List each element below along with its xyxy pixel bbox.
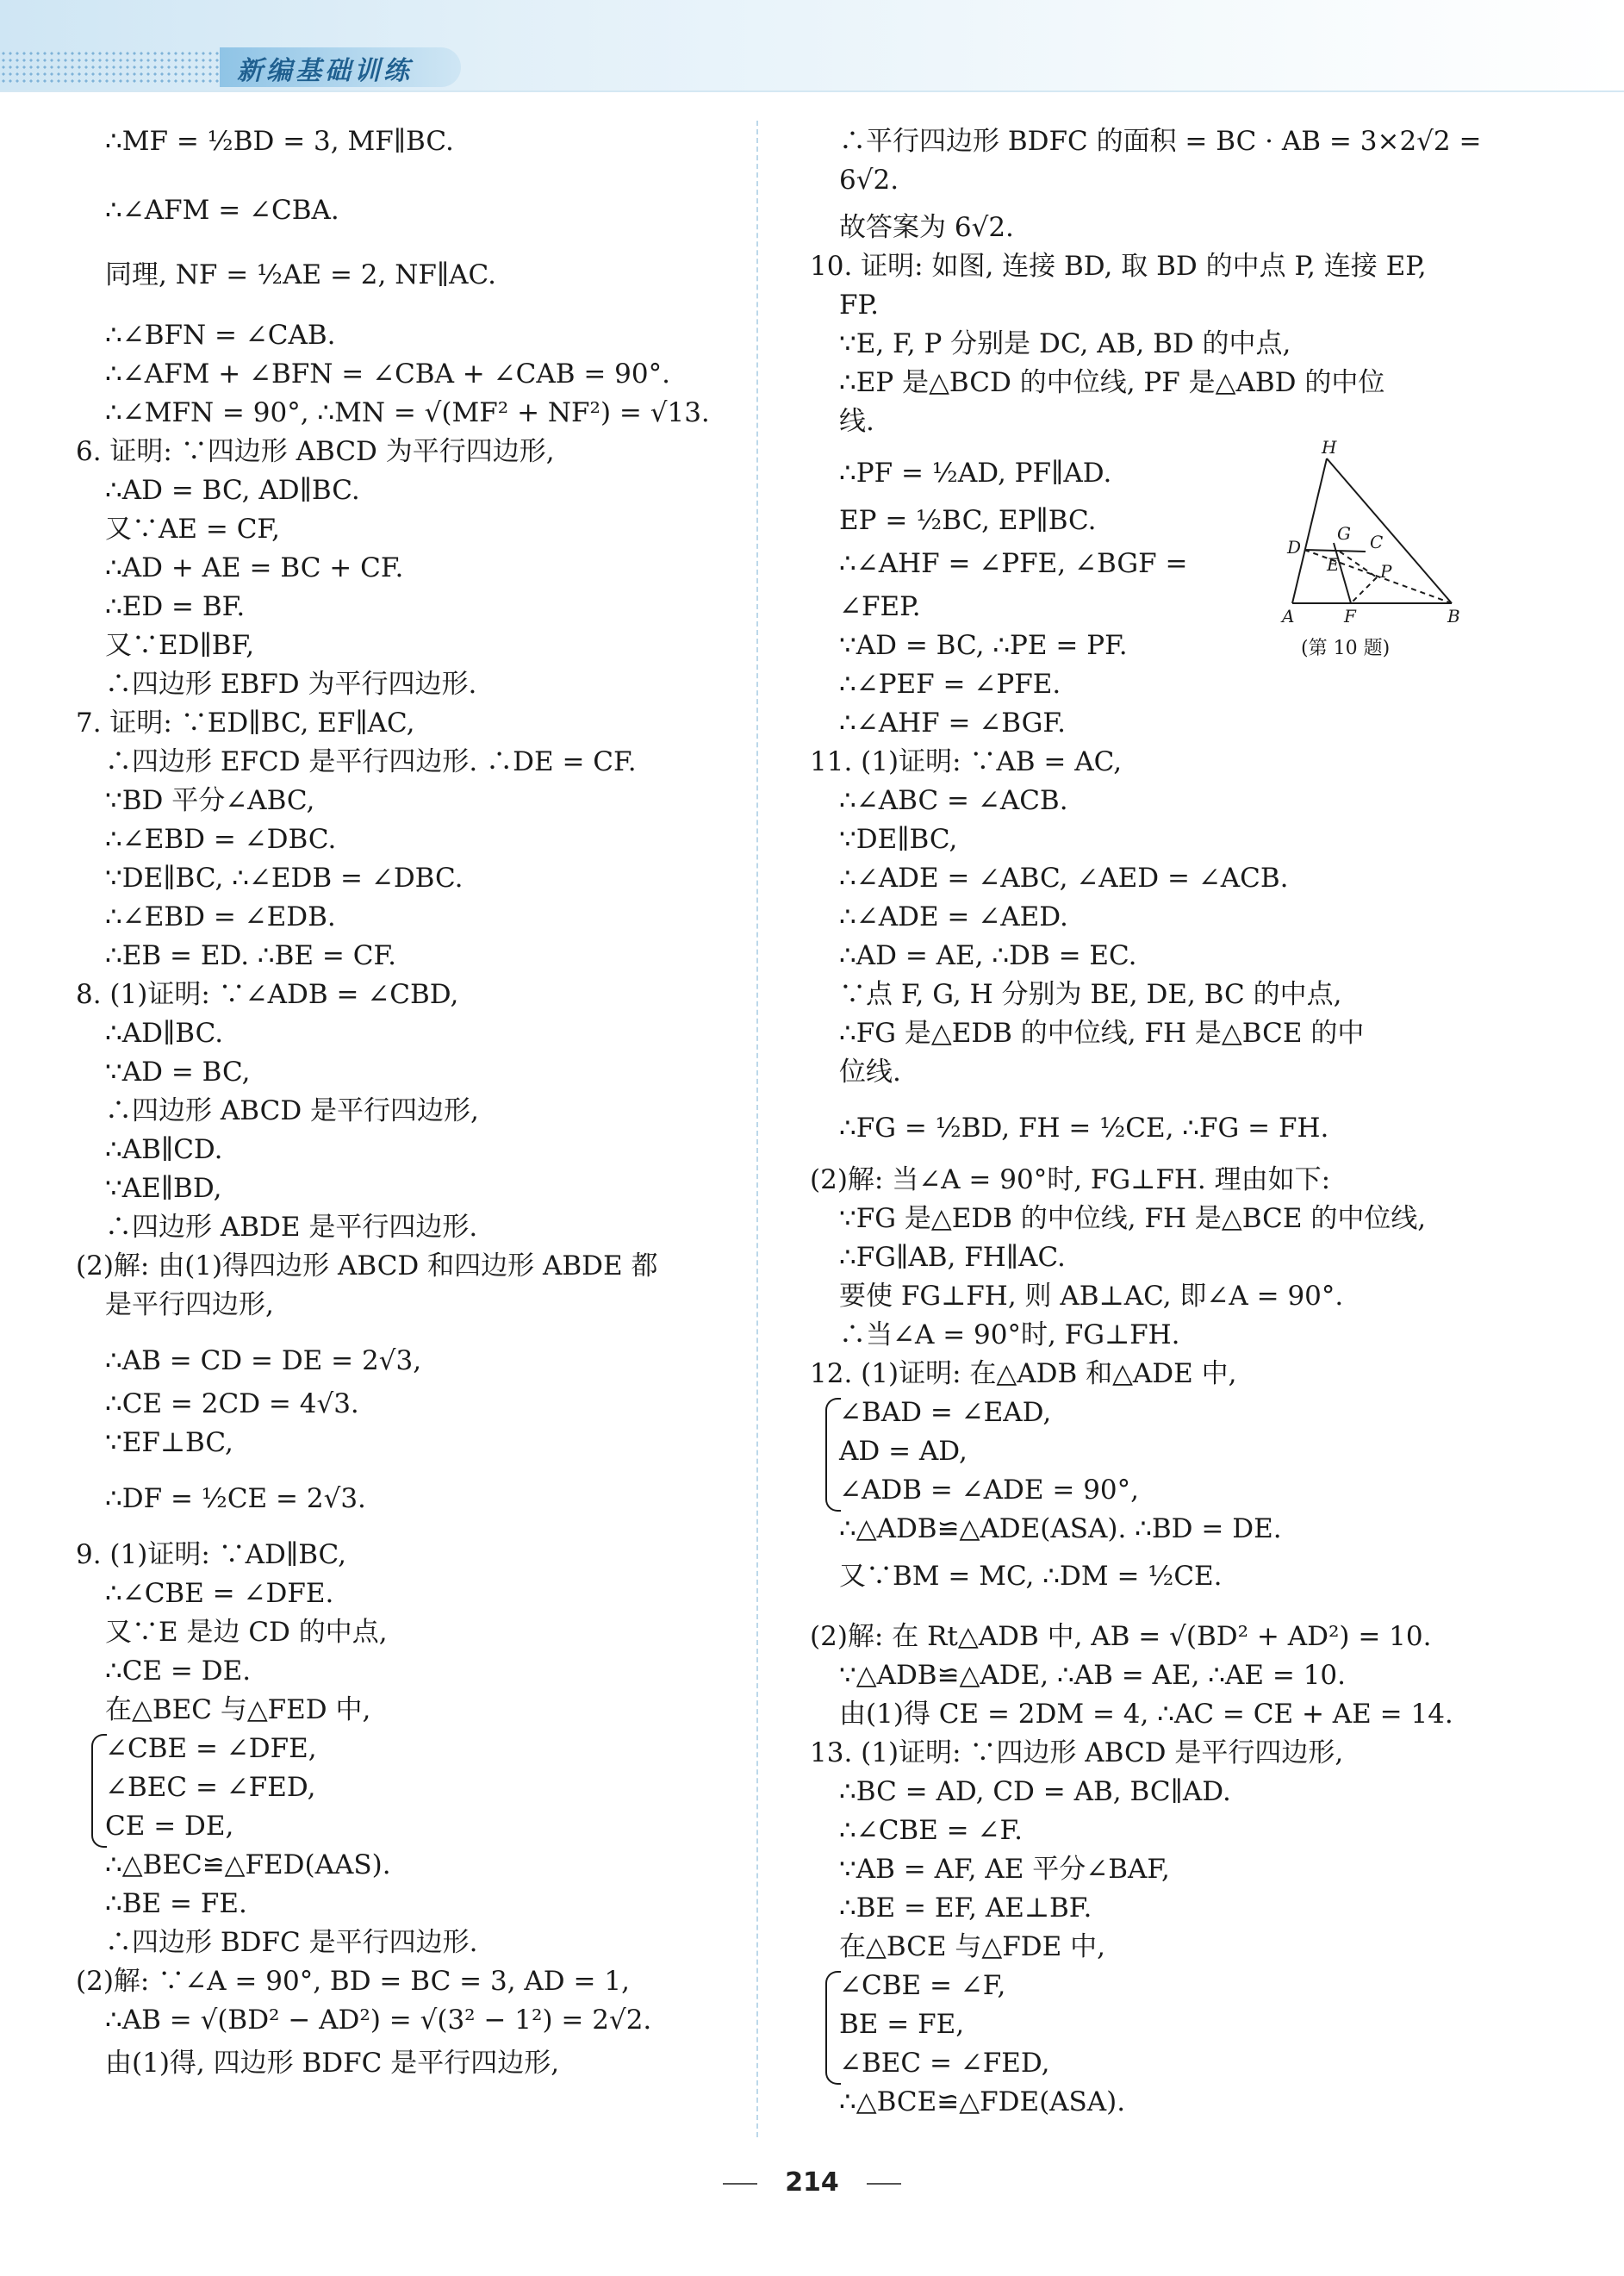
left-line-1: ∴MF = ½BD = 3, MF∥BC.	[105, 126, 454, 157]
right-line-14: ∴∠PEF = ∠PFE.	[839, 669, 1061, 700]
left-line-6: ∴∠MFN = 90°, ∴MN = √(MF² + NF²) = √13.	[105, 397, 710, 428]
right-line-17: ∴∠ABC = ∠ACB.	[839, 785, 1068, 816]
right-line-3: 故答案为 6√2.	[839, 212, 1014, 243]
left-line-36: 又∵E 是边 CD 的中点,	[105, 1617, 388, 1648]
left-line-30: ∴AB = CD = DE = 2√3,	[105, 1345, 422, 1376]
page-header	[0, 0, 1624, 92]
right-line-4: 10. 证明: 如图, 连接 BD, 取 BD 的中点 P, 连接 EP,	[810, 251, 1427, 282]
left-line-32: ∵EF⊥BC,	[105, 1427, 233, 1458]
header-title: 新编基础训练	[237, 56, 413, 86]
right-line-39: 由(1)得 CE = 2DM = 4, ∴AC = CE + AE = 14.	[839, 1699, 1453, 1730]
left-line-3: 同理, NF = ½AE = 2, NF∥AC.	[105, 259, 497, 290]
right-line-44: ∴BE = EF, AE⊥BF.	[839, 1893, 1092, 1924]
page-number: 214	[785, 2167, 839, 2198]
label-e: E	[1327, 554, 1340, 575]
right-line-40: 13. (1)证明: ∵四边形 ABCD 是平行四边形,	[810, 1737, 1344, 1768]
right-line-7: ∴EP 是△BCD 的中位线, PF 是△ABD 的中位	[839, 367, 1385, 398]
footer-dash-left	[723, 2183, 757, 2185]
right-line-9: ∴PF = ½AD, PF∥AD.	[839, 458, 1112, 489]
left-line-11: ∴ED = BF.	[105, 591, 246, 622]
right-line-15: ∴∠AHF = ∠BGF.	[839, 708, 1066, 739]
left-line-14: 7. 证明: ∵ED∥BC, EF∥AC,	[76, 708, 415, 739]
left-line-29: 是平行四边形,	[105, 1289, 274, 1320]
right-line-23: ∴FG 是△EDB 的中位线, FH 是△BCE 的中	[839, 1018, 1365, 1049]
right-line-13: ∵AD = BC, ∴PE = PF.	[839, 630, 1128, 661]
right-line-20: ∴∠ADE = ∠AED.	[839, 901, 1068, 932]
left-line-33: ∴DF = ½CE = 2√3.	[105, 1483, 366, 1514]
right-line-26: (2)解: 当∠A = 90°时, FG⊥FH. 理由如下:	[810, 1164, 1331, 1195]
left-line-20: ∴EB = ED. ∴BE = CF.	[105, 940, 396, 971]
right-line-24: 位线.	[839, 1057, 901, 1088]
left-line-43: ∴BE = FE.	[105, 1888, 247, 1919]
right-line-32: ∠BAD = ∠EAD,	[839, 1397, 1052, 1428]
left-line-2: ∴∠AFM = ∠CBA.	[105, 195, 339, 226]
right-line-21: ∴AD = AE, ∴DB = EC.	[839, 940, 1137, 971]
right-line-6: ∵E, F, P 分别是 DC, AB, BD 的中点,	[839, 328, 1291, 359]
left-line-38: 在△BEC 与△FED 中,	[105, 1694, 371, 1725]
label-p: P	[1380, 561, 1392, 582]
right-line-38: ∵△ADB≌△ADE, ∴AB = AE, ∴AE = 10.	[839, 1660, 1347, 1691]
right-line-16: 11. (1)证明: ∵AB = AC,	[810, 746, 1123, 777]
left-line-25: ∴AB∥CD.	[105, 1134, 223, 1165]
page-footer	[0, 2167, 1624, 2198]
right-line-48: ∠BEC = ∠FED,	[839, 2048, 1050, 2079]
figure-problem-10	[1275, 440, 1465, 664]
right-line-28: ∴FG∥AB, FH∥AC.	[839, 1242, 1066, 1273]
line-ep	[1340, 552, 1377, 577]
left-line-18: ∵DE∥BC, ∴∠EDB = ∠DBC.	[105, 863, 464, 894]
right-line-1: ∴平行四边形 BDFC 的面积 = BC · AB = 3×2√2 =	[839, 126, 1482, 157]
label-d: D	[1287, 537, 1302, 558]
left-line-15: ∴四边形 EFCD 是平行四边形. ∴DE = CF.	[105, 746, 637, 777]
right-line-37: (2)解: 在 Rt△ADB 中, AB = √(BD² + AD²) = 10.	[810, 1621, 1432, 1652]
column-divider	[756, 121, 758, 2137]
left-line-41: CE = DE,	[105, 1811, 234, 1842]
brace-problem-12	[825, 1398, 841, 1512]
left-line-12: 又∵ED∥BF,	[105, 630, 255, 661]
right-line-34: ∠ADB = ∠ADE = 90°,	[839, 1475, 1140, 1506]
label-a: A	[1282, 606, 1295, 627]
left-line-5: ∴∠AFM + ∠BFN = ∠CBA + ∠CAB = 90°.	[105, 359, 670, 390]
footer-dash-right	[867, 2183, 901, 2185]
left-line-8: ∴AD = BC, AD∥BC.	[105, 475, 360, 506]
brace-problem-9	[91, 1734, 107, 1848]
left-line-4: ∴∠BFN = ∠CAB.	[105, 320, 336, 351]
right-line-18: ∵DE∥BC,	[839, 824, 958, 855]
brace-problem-13	[825, 1971, 841, 2085]
left-line-42: ∴△BEC≌△FED(AAS).	[105, 1849, 391, 1880]
left-line-17: ∴∠EBD = ∠DBC.	[105, 824, 337, 855]
right-line-35: ∴△ADB≌△ADE(ASA). ∴BD = DE.	[839, 1513, 1282, 1544]
right-line-2: 6√2.	[839, 165, 899, 196]
left-line-9: 又∵AE = CF,	[105, 514, 280, 545]
left-line-10: ∴AD + AE = BC + CF.	[105, 552, 404, 583]
right-line-30: ∴当∠A = 90°时, FG⊥FH.	[839, 1319, 1180, 1350]
label-h: H	[1322, 440, 1337, 458]
right-line-8: 线.	[839, 406, 874, 437]
label-c: C	[1370, 532, 1384, 552]
right-line-12: ∠FEP.	[839, 591, 921, 622]
right-line-29: 要使 FG⊥FH, 则 AB⊥AC, 即∠A = 90°.	[839, 1281, 1344, 1312]
left-line-24: ∴四边形 ABCD 是平行四边形,	[105, 1095, 479, 1126]
left-line-39: ∠CBE = ∠DFE,	[105, 1733, 317, 1764]
left-line-37: ∴CE = DE.	[105, 1656, 252, 1687]
right-line-41: ∴BC = AD, CD = AB, BC∥AD.	[839, 1776, 1231, 1807]
line-ha	[1292, 458, 1327, 603]
geometry-diagram	[1275, 440, 1465, 638]
left-line-26: ∵AE∥BD,	[105, 1173, 222, 1204]
left-line-34: 9. (1)证明: ∵AD∥BC,	[76, 1539, 347, 1570]
header-dot-pattern	[0, 50, 220, 84]
right-line-10: EP = ½BC, EP∥BC.	[839, 505, 1097, 536]
left-line-45: (2)解: ∵∠A = 90°, BD = BC = 3, AD = 1,	[76, 1966, 630, 1997]
left-line-47: 由(1)得, 四边形 BDFC 是平行四边形,	[105, 2048, 560, 2079]
left-line-23: ∵AD = BC,	[105, 1057, 251, 1088]
left-line-27: ∴四边形 ABDE 是平行四边形.	[105, 1212, 478, 1243]
label-f: F	[1344, 606, 1356, 627]
left-line-44: ∴四边形 BDFC 是平行四边形.	[105, 1927, 478, 1958]
right-line-49: ∴△BCE≌△FDE(ASA).	[839, 2086, 1126, 2117]
right-line-43: ∵AB = AF, AE 平分∠BAF,	[839, 1854, 1170, 1885]
right-line-19: ∴∠ADE = ∠ABC, ∠AED = ∠ACB.	[839, 863, 1289, 894]
left-line-7: 6. 证明: ∵四边形 ABCD 为平行四边形,	[76, 436, 555, 467]
right-line-47: BE = FE,	[839, 2009, 965, 2040]
line-pf	[1351, 577, 1377, 603]
right-line-25: ∴FG = ½BD, FH = ½CE, ∴FG = FH.	[839, 1113, 1329, 1144]
left-line-46: ∴AB = √(BD² − AD²) = √(3² − 1²) = 2√2.	[105, 2005, 652, 2036]
left-line-28: (2)解: 由(1)得四边形 ABCD 和四边形 ABDE 都	[76, 1250, 658, 1281]
left-line-40: ∠BEC = ∠FED,	[105, 1772, 316, 1803]
right-line-46: ∠CBE = ∠F,	[839, 1970, 1006, 2001]
left-line-19: ∴∠EBD = ∠EDB.	[105, 901, 336, 932]
left-line-31: ∴CE = 2CD = 4√3.	[105, 1388, 359, 1419]
label-b: B	[1447, 606, 1460, 627]
left-line-13: ∴四边形 EBFD 为平行四边形.	[105, 669, 477, 700]
right-line-22: ∵点 F, G, H 分别为 BE, DE, BC 的中点,	[839, 979, 1342, 1010]
right-line-31: 12. (1)证明: 在△ADB 和△ADE 中,	[810, 1358, 1237, 1389]
right-line-33: AD = AD,	[839, 1436, 968, 1467]
right-line-5: FP.	[839, 290, 879, 321]
left-line-21: 8. (1)证明: ∵∠ADB = ∠CBD,	[76, 979, 459, 1010]
right-line-27: ∵FG 是△EDB 的中位线, FH 是△BCE 的中位线,	[839, 1203, 1427, 1234]
right-line-45: 在△BCE 与△FDE 中,	[839, 1931, 1105, 1962]
left-line-35: ∴∠CBE = ∠DFE.	[105, 1578, 334, 1609]
right-line-36: 又∵BM = MC, ∴DM = ½CE.	[839, 1561, 1223, 1592]
figure-caption: (第 10 题)	[1301, 638, 1391, 659]
right-line-11: ∴∠AHF = ∠PFE, ∠BGF =	[839, 548, 1188, 579]
right-line-42: ∴∠CBE = ∠F.	[839, 1815, 1024, 1846]
left-line-16: ∵BD 平分∠ABC,	[105, 785, 315, 816]
label-g: G	[1337, 523, 1351, 544]
left-line-22: ∴AD∥BC.	[105, 1018, 224, 1049]
